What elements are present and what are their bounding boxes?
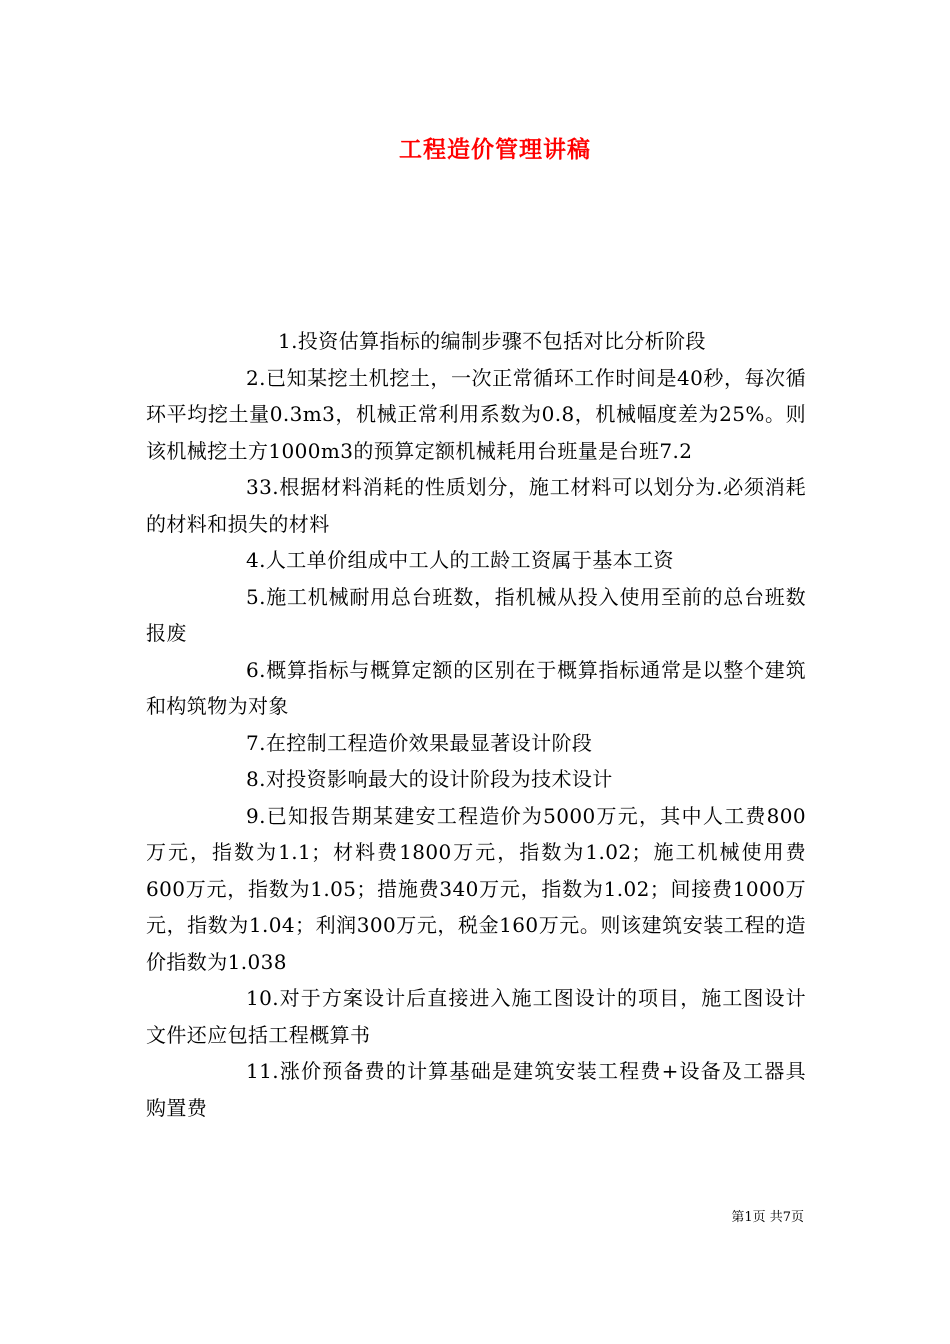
paragraph-10: 10.对于方案设计后直接进入施工图设计的项目，施工图设计文件还应包括工程概算书 — [146, 986, 806, 1047]
paragraph-2: 2.已知某挖土机挖土，一次正常循环工作时间是40秒，每次循环平均挖土量0.3m3，机械正常利用系数为0.8，机械幅度差为25%。则该机械挖土方1000m3的预算定额机械耗用台班量是台班7.2 — [146, 365, 806, 463]
paragraph-4: 4.人工单价组成中工人的工龄工资属于基本工资 — [246, 548, 674, 572]
paragraph-11: 11.涨价预备费的计算基础是建筑安装工程费+设备及工器具购置费 — [146, 1059, 806, 1120]
paragraph-3: 33.根据材料消耗的性质划分，施工材料可以划分为.必须消耗的材料和损失的材料 — [146, 475, 806, 536]
paragraph-9: 9.已知报告期某建安工程造价为5000万元，其中人工费800万元，指数为1.1；材料费1800万元，指数为1.02；施工机械使用费600万元，指数为1.05；措施费340万元，指数为1.02；间接费1000万元，指数为1.04；利润300万元，税金160万元。则该建筑安装工程的造价指数为1.038 — [146, 803, 806, 974]
document-body — [146, 323, 806, 1126]
paragraph-7: 7.在控制工程造价效果最显著设计阶段 — [246, 730, 593, 755]
paragraph-1: 1.投资估算指标的编制步骤不包括对比分析阶段 — [278, 329, 706, 353]
paragraph-5: 5.施工机械耐用总台班数，指机械从投入使用至前的总台班数报废 — [146, 584, 806, 645]
document-title: 工程造价管理讲稿 — [399, 137, 591, 163]
paragraph-6: 6.概算指标与概算定额的区别在于概算指标通常是以整个建筑和构筑物为对象 — [146, 657, 806, 718]
page-footer: 第1页 共7页 — [731, 1210, 804, 1225]
paragraph-8: 8.对投资影响最大的设计阶段为技术设计 — [246, 767, 613, 791]
